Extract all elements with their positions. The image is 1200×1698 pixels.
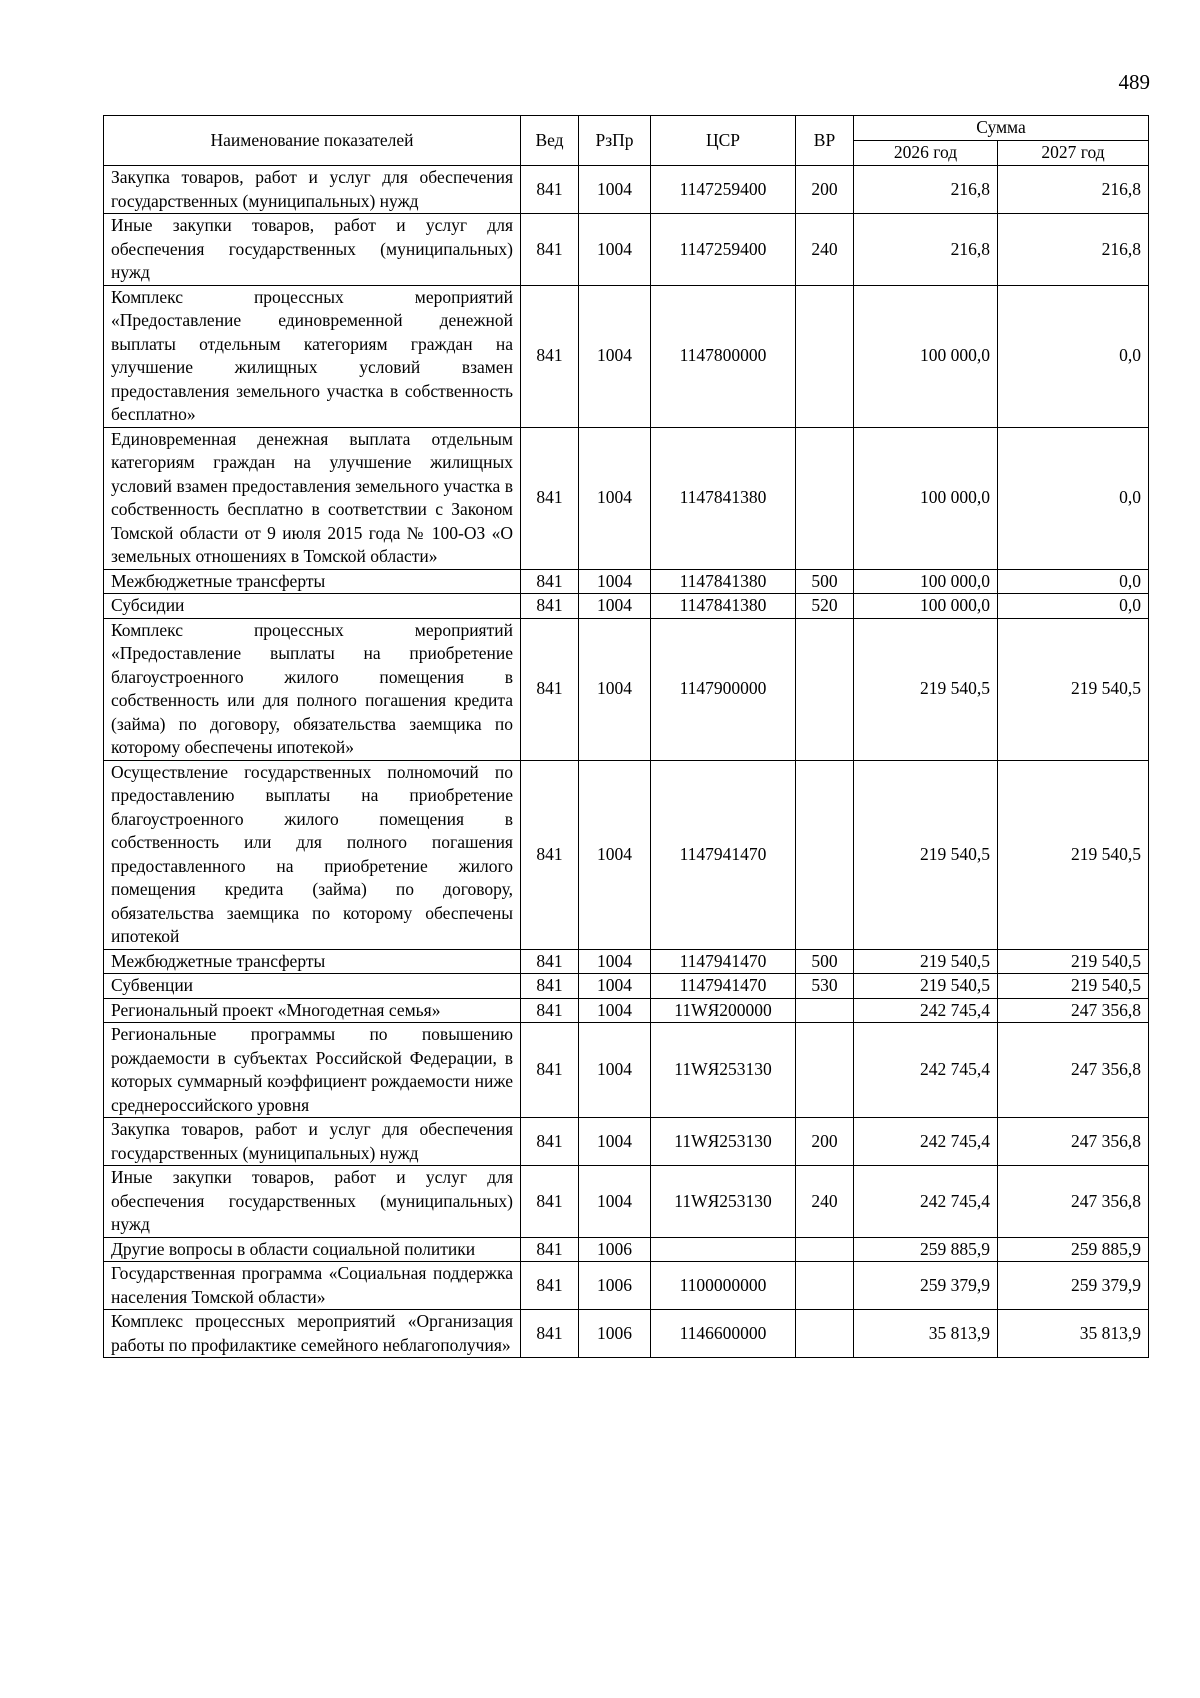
cell-name: Другие вопросы в области социальной политики	[104, 1237, 521, 1262]
cell-vr	[796, 618, 854, 760]
cell-name: Единовременная денежная выплата отдельным категориям граждан на улучшение жилищных условий взамен предоставления земельного участка в собственность бесплатно в соответствии с Законом Томской области от 9 июля 2015 года № 100-ОЗ «О земельных отношениях в Томской области»	[104, 427, 521, 569]
cell-ved: 841	[521, 1166, 579, 1238]
cell-csr: 1146600000	[651, 1310, 796, 1358]
budget-table	[103, 115, 1149, 1358]
table-header	[104, 116, 1149, 166]
cell-2026: 100 000,0	[854, 569, 998, 594]
cell-2027: 0,0	[998, 427, 1149, 569]
cell-vr: 500	[796, 949, 854, 974]
cell-csr: 1147259400	[651, 214, 796, 286]
table-row	[104, 594, 1149, 619]
cell-name: Иные закупки товаров, работ и услуг для обеспечения государственных (муниципальных) нужд	[104, 1166, 521, 1238]
cell-2027: 247 356,8	[998, 1023, 1149, 1118]
header-year-2027: 2027 год	[998, 141, 1149, 166]
cell-ved: 841	[521, 1262, 579, 1310]
cell-2026: 100 000,0	[854, 285, 998, 427]
cell-2027: 247 356,8	[998, 998, 1149, 1023]
cell-csr: 1147900000	[651, 618, 796, 760]
table-row	[104, 1310, 1149, 1358]
cell-ved: 841	[521, 1310, 579, 1358]
cell-csr: 11WЯ253130	[651, 1118, 796, 1166]
cell-vr	[796, 1310, 854, 1358]
cell-2027: 247 356,8	[998, 1166, 1149, 1238]
cell-rzpr: 1004	[579, 285, 651, 427]
cell-ved: 841	[521, 949, 579, 974]
cell-vr: 200	[796, 166, 854, 214]
cell-vr	[796, 427, 854, 569]
cell-2026: 259 885,9	[854, 1237, 998, 1262]
cell-rzpr: 1004	[579, 760, 651, 949]
cell-vr: 240	[796, 1166, 854, 1238]
cell-vr	[796, 285, 854, 427]
cell-csr: 11WЯ253130	[651, 1166, 796, 1238]
cell-rzpr: 1004	[579, 974, 651, 999]
cell-csr: 1147941470	[651, 760, 796, 949]
cell-2027: 259 885,9	[998, 1237, 1149, 1262]
cell-ved: 841	[521, 618, 579, 760]
table-row	[104, 1237, 1149, 1262]
cell-name: Комплекс процессных мероприятий «Предоставление выплаты на приобретение благоустроенного жилого помещения в собственность или для полного погашения кредита (займа) по договору, обязательства заемщика по которому обеспечены ипотекой»	[104, 618, 521, 760]
cell-csr: 1147841380	[651, 569, 796, 594]
cell-name: Осуществление государственных полномочий по предоставлению выплаты на приобретение благоустроенного жилого помещения в собственность или для полного погашения предоставленного на приобретение жилого помещения кредита (займа) по договору, обязательства заемщика по которому обеспечены ипотекой	[104, 760, 521, 949]
cell-2027: 219 540,5	[998, 974, 1149, 999]
header-ved: Вед	[521, 116, 579, 166]
cell-2027: 0,0	[998, 285, 1149, 427]
cell-2026: 35 813,9	[854, 1310, 998, 1358]
header-year-2026: 2026 год	[854, 141, 998, 166]
cell-ved: 841	[521, 285, 579, 427]
cell-2026: 216,8	[854, 166, 998, 214]
table-row	[104, 1118, 1149, 1166]
cell-csr: 1147259400	[651, 166, 796, 214]
cell-csr: 1100000000	[651, 1262, 796, 1310]
table-row	[104, 569, 1149, 594]
cell-2027: 219 540,5	[998, 760, 1149, 949]
table-row	[104, 1023, 1149, 1118]
table-row	[104, 949, 1149, 974]
table-row	[104, 427, 1149, 569]
cell-csr: 1147941470	[651, 974, 796, 999]
table-row	[104, 1262, 1149, 1310]
cell-ved: 841	[521, 974, 579, 999]
cell-rzpr: 1006	[579, 1310, 651, 1358]
cell-2027: 216,8	[998, 214, 1149, 286]
cell-csr: 1147800000	[651, 285, 796, 427]
cell-csr: 1147841380	[651, 594, 796, 619]
header-rzpr: РзПр	[579, 116, 651, 166]
cell-vr: 200	[796, 1118, 854, 1166]
cell-name: Региональные программы по повышению рождаемости в субъектах Российской Федерации, в которых суммарный коэффициент рождаемости ниже среднероссийского уровня	[104, 1023, 521, 1118]
cell-ved: 841	[521, 166, 579, 214]
cell-2026: 242 745,4	[854, 998, 998, 1023]
cell-vr: 240	[796, 214, 854, 286]
cell-rzpr: 1004	[579, 166, 651, 214]
cell-2026: 259 379,9	[854, 1262, 998, 1310]
page-number: 489	[1118, 70, 1150, 94]
header-vr: ВР	[796, 116, 854, 166]
cell-rzpr: 1004	[579, 594, 651, 619]
cell-ved: 841	[521, 760, 579, 949]
cell-rzpr: 1004	[579, 569, 651, 594]
cell-2026: 219 540,5	[854, 974, 998, 999]
cell-2027: 0,0	[998, 569, 1149, 594]
cell-vr	[796, 1237, 854, 1262]
cell-2027: 259 379,9	[998, 1262, 1149, 1310]
cell-ved: 841	[521, 1023, 579, 1118]
cell-name: Субсидии	[104, 594, 521, 619]
table-row	[104, 618, 1149, 760]
table-row	[104, 285, 1149, 427]
table-row	[104, 998, 1149, 1023]
header-sum: Сумма	[854, 116, 1149, 141]
cell-vr	[796, 1023, 854, 1118]
cell-name: Межбюджетные трансферты	[104, 949, 521, 974]
cell-rzpr: 1004	[579, 1023, 651, 1118]
cell-ved: 841	[521, 594, 579, 619]
cell-rzpr: 1004	[579, 1118, 651, 1166]
cell-2026: 216,8	[854, 214, 998, 286]
cell-rzpr: 1004	[579, 427, 651, 569]
cell-2027: 219 540,5	[998, 618, 1149, 760]
cell-csr: 1147841380	[651, 427, 796, 569]
cell-2026: 242 745,4	[854, 1118, 998, 1166]
cell-ved: 841	[521, 214, 579, 286]
cell-2026: 242 745,4	[854, 1023, 998, 1118]
cell-name: Государственная программа «Социальная поддержка населения Томской области»	[104, 1262, 521, 1310]
cell-rzpr: 1006	[579, 1262, 651, 1310]
cell-2026: 219 540,5	[854, 949, 998, 974]
cell-vr	[796, 998, 854, 1023]
cell-2027: 0,0	[998, 594, 1149, 619]
cell-rzpr: 1004	[579, 214, 651, 286]
cell-name: Комплекс процессных мероприятий «Предоставление единовременной денежной выплаты отдельным категориям граждан на улучшение жилищных условий взамен предоставления земельного участка в собственность бесплатно»	[104, 285, 521, 427]
cell-name: Региональный проект «Многодетная семья»	[104, 998, 521, 1023]
cell-rzpr: 1006	[579, 1237, 651, 1262]
cell-ved: 841	[521, 1118, 579, 1166]
cell-rzpr: 1004	[579, 618, 651, 760]
cell-name: Закупка товаров, работ и услуг для обеспечения государственных (муниципальных) нужд	[104, 1118, 521, 1166]
cell-ved: 841	[521, 427, 579, 569]
cell-csr	[651, 1237, 796, 1262]
cell-vr: 520	[796, 594, 854, 619]
table-row	[104, 166, 1149, 214]
header-csr: ЦСР	[651, 116, 796, 166]
table-row	[104, 760, 1149, 949]
table-body	[104, 166, 1149, 1358]
cell-2026: 219 540,5	[854, 760, 998, 949]
cell-2027: 35 813,9	[998, 1310, 1149, 1358]
table-row	[104, 974, 1149, 999]
cell-vr: 530	[796, 974, 854, 999]
cell-2026: 219 540,5	[854, 618, 998, 760]
cell-ved: 841	[521, 1237, 579, 1262]
cell-csr: 1147941470	[651, 949, 796, 974]
cell-2027: 247 356,8	[998, 1118, 1149, 1166]
table-row	[104, 1166, 1149, 1238]
cell-2027: 219 540,5	[998, 949, 1149, 974]
cell-2026: 100 000,0	[854, 427, 998, 569]
cell-vr	[796, 760, 854, 949]
cell-rzpr: 1004	[579, 1166, 651, 1238]
cell-rzpr: 1004	[579, 949, 651, 974]
table-row	[104, 214, 1149, 286]
cell-name: Закупка товаров, работ и услуг для обеспечения государственных (муниципальных) нужд	[104, 166, 521, 214]
cell-rzpr: 1004	[579, 998, 651, 1023]
cell-2026: 242 745,4	[854, 1166, 998, 1238]
cell-name: Иные закупки товаров, работ и услуг для обеспечения государственных (муниципальных) нужд	[104, 214, 521, 286]
cell-ved: 841	[521, 569, 579, 594]
cell-csr: 11WЯ253130	[651, 1023, 796, 1118]
cell-ved: 841	[521, 998, 579, 1023]
cell-vr: 500	[796, 569, 854, 594]
cell-2026: 100 000,0	[854, 594, 998, 619]
cell-csr: 11WЯ200000	[651, 998, 796, 1023]
cell-2027: 216,8	[998, 166, 1149, 214]
cell-name: Межбюджетные трансферты	[104, 569, 521, 594]
cell-name: Субвенции	[104, 974, 521, 999]
header-name: Наименование показателей	[104, 116, 521, 166]
cell-name: Комплекс процессных мероприятий «Организация работы по профилактике семейного неблагополучия»	[104, 1310, 521, 1358]
cell-vr	[796, 1262, 854, 1310]
